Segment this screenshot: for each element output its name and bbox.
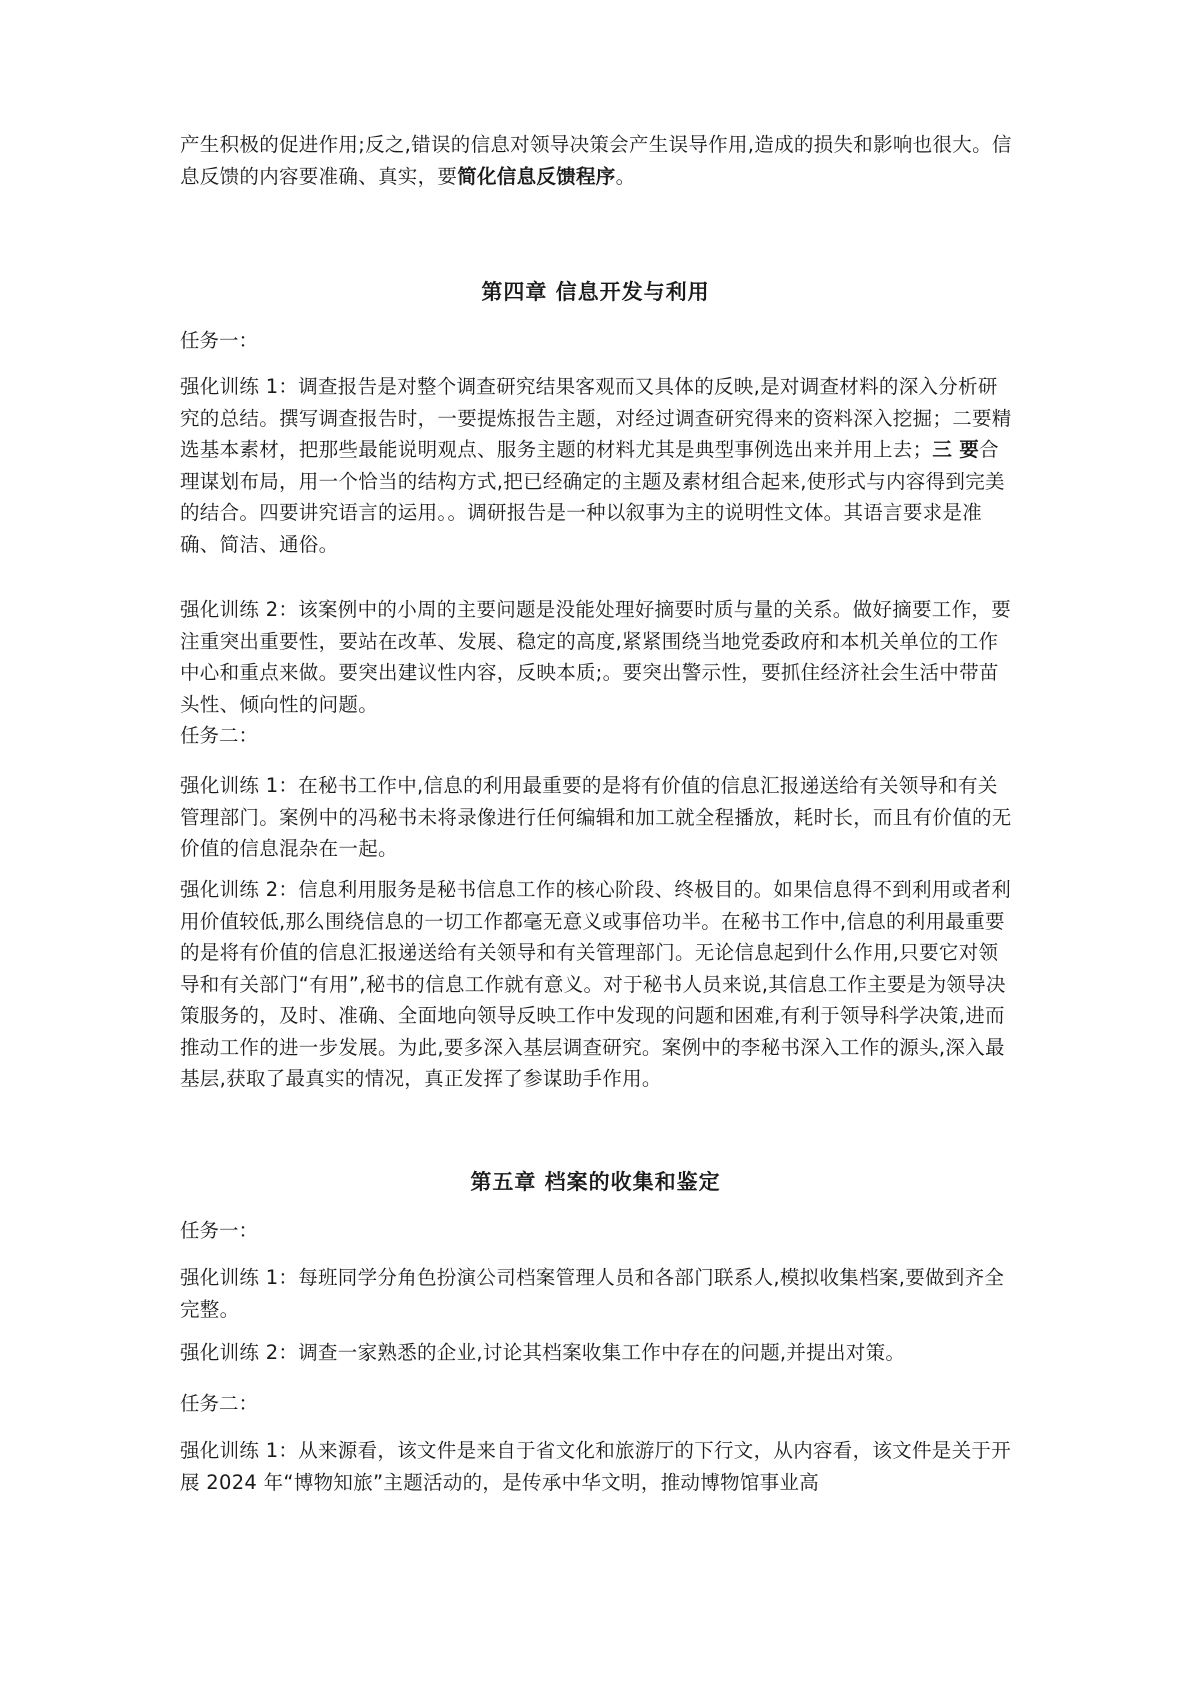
ch4-task2-label: 任务二：	[180, 724, 259, 747]
ch4-task2-exercise1: 强化训练 1：在秘书工作中,信息的利用最重要的是将有价值的信息汇报递送给有关领导和有关管理部门。案例中的冯秘书未将录像进行任何编辑和加工就全程播放，耗时长，而且有价值的无价值的信息混杂在一起。	[180, 774, 1012, 860]
ch4-task1-exercise2: 强化训练 2：该案例中的小周的主要问题是没能处理好摘要时质与量的关系。做好摘要工作，要注重突出重要性，要站在改革、发展、稳定的高度,紧紧围绕当地党委政府和本机关单位的工作中心和重点来做。要突出建议性内容，反映本质;。要突出警示性，要抓住经济社会生活中带苗头性、倾向性的问题。	[180, 598, 1012, 716]
ch5-task2-label: 任务二：	[180, 1392, 259, 1415]
ch4-task1-label: 任务一：	[180, 329, 259, 352]
intro-end: 。	[615, 164, 636, 188]
ch5-task1-label: 任务一：	[180, 1219, 259, 1242]
intro-bold-text: 简化信息反馈程序	[457, 164, 616, 188]
chapter-4-title: 第四章 信息开发与利用	[481, 280, 710, 304]
ch4-t1-ex1-text-b: 合理谋划布局，用一个恰当的结构方式,把已经确定的主题及素材组合起来,使形式与内容得到完美的结合。四要讲究语言的运用。。调研报告是一种以叙事为主的说明性文体。其语言要求是准确、简洁、通俗。	[180, 438, 1005, 556]
ch4-t1-ex1-text-a: 强化训练 1：调查报告是对整个调查研究结果客观而又具体的反映,是对调查材料的深入分析研究的总结。撰写调查报告时，一要提炼报告主题，对经过调查研究得来的资料深入挖掘；二要精选基本素材，把那些最能说明观点、服务主题的材料尤其是典型事例选出来并用上去；	[180, 375, 1012, 461]
ch5-task1-exercise2: 强化训练 2：调查一家熟悉的企业,讨论其档案收集工作中存在的问题,并提出对策。	[180, 1341, 906, 1364]
ch4-task1-exercise1	[180, 371, 1015, 560]
ch5-task2-exercise1: 强化训练 1：从来源看，该文件是来自于省文化和旅游厅的下行文，从内容看，该文件是关于开展 2024 年“博物知旅”主题活动的，是传承中华文明，推动博物馆事业高	[180, 1439, 1012, 1494]
ch4-task2-exercise2: 强化训练 2：信息利用服务是秘书信息工作的核心阶段、终极目的。如果信息得不到利用或者利用价值较低,那么围绕信息的一切工作都毫无意义或事倍功半。在秘书工作中,信息的利用最重要的是将有价值的信息汇报递送给有关领导和有关管理部门。无论信息起到什么作用,只要它对领导和有关部门“有用”,秘书的信息工作就有意义。对于秘书人员来说,其信息工作主要是为领导决策服务的，及时、准确、全面地向领导反映工作中发现的问题和困难,有利于领导科学决策,进而推动工作的进一步发展。为此,要多深入基层调查研究。案例中的李秘书深入工作的源头,深入最基层,获取了最真实的情况，真正发挥了参谋助手作用。	[180, 878, 1012, 1090]
ch5-task1-exercise1: 强化训练 1：每班同学分角色扮演公司档案管理人员和各部门联系人,模拟收集档案,要做到齐全完整。	[180, 1266, 1005, 1321]
ch4-t1-ex1-bold: 三 要	[932, 438, 980, 461]
chapter-5-title: 第五章 档案的收集和鉴定	[470, 1170, 721, 1194]
intro-text: 产生积极的促进作用;反之,错误的信息对领导决策会产生误导作用,造成的损失和影响也很大。信息反馈的内容要准确、真实，要	[180, 133, 1012, 188]
intro-paragraph	[180, 129, 1015, 192]
